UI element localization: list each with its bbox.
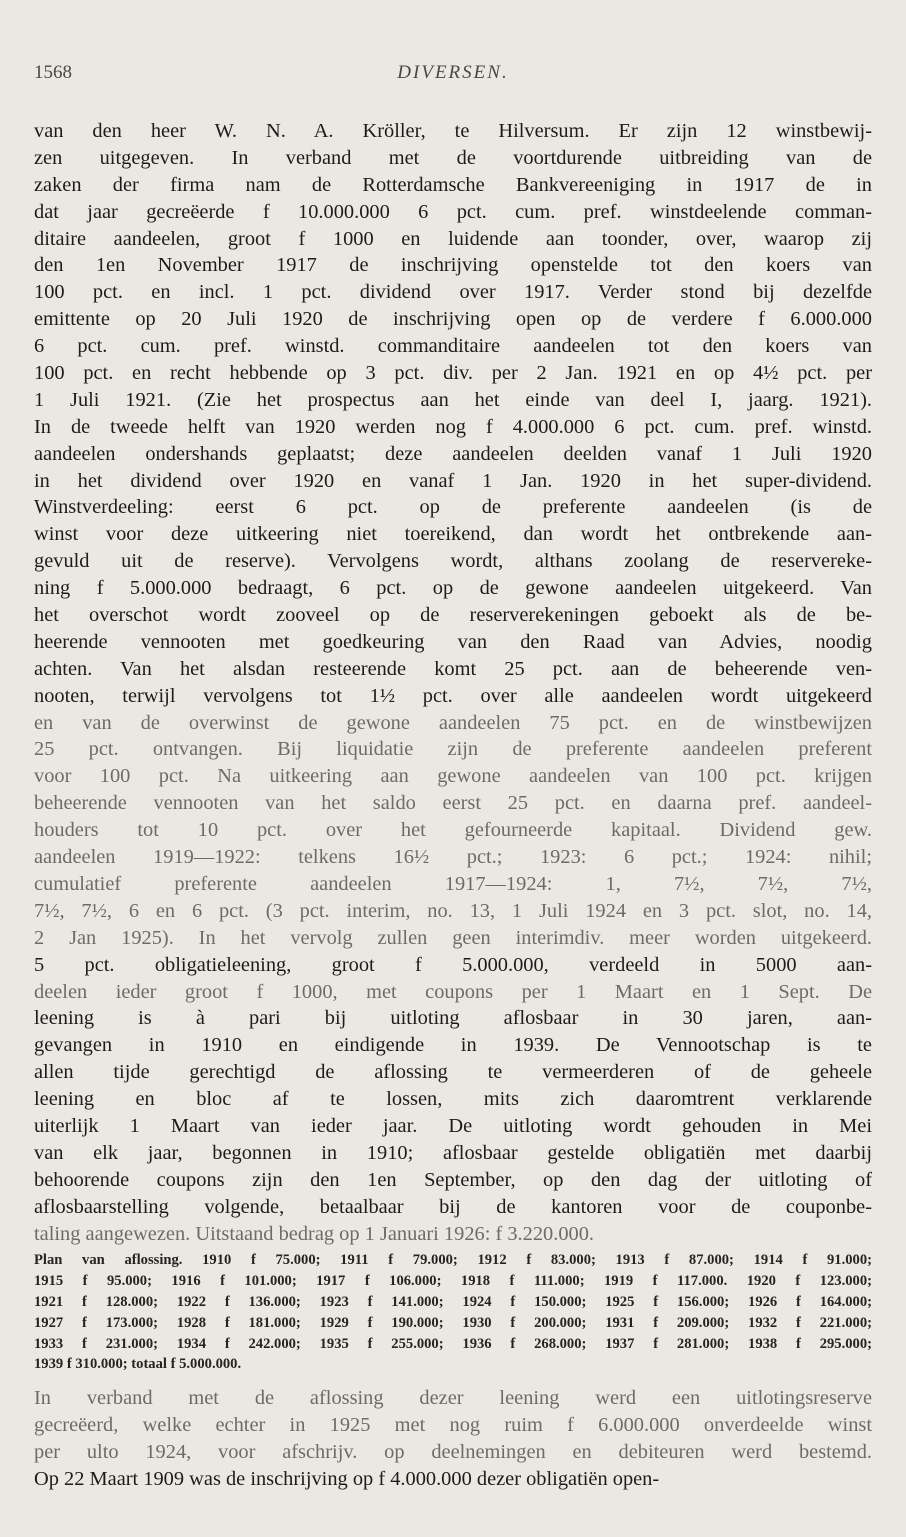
text-line: ditaire aandeelen, groot f 1000 en luidende aan toonder, over, waarop zij (34, 227, 872, 250)
text-line: gecreëerd, welke echter in 1925 met nog ruim f 6.000.000 onverdeelde winst (34, 1414, 872, 1437)
text-line: van den heer W. N. A. Kröller, te Hilversum. Er zijn 12 winstbewij- (34, 120, 872, 142)
text-line: cumulatief preferente aandeelen 1917—1924: 1, 7½, 7½, 7½, (34, 872, 872, 895)
text-line: 100 pct. en incl. 1 pct. dividend over 1917. Verder stond bij dezelfde (34, 281, 872, 304)
text-line: 6 pct. cum. pref. winstd. commanditaire aandeelen tot den koers van (34, 335, 872, 358)
text-line: achten. Van het alsdan resteerende komt 25 pct. aan de beheerende ven- (34, 657, 872, 680)
body-text (34, 118, 872, 1493)
text-line: leening is à pari bij uitloting aflosbaar in 30 jaren, aan- (34, 1007, 872, 1030)
page-number: 1568 (34, 62, 72, 83)
text-line: 25 pct. ontvangen. Bij liquidatie zijn de preferente aandeelen preferent (34, 738, 872, 761)
text-line: taling aangewezen. Uitstaand bedrag op 1 Januari 1926: f 3.220.000. (34, 1222, 595, 1245)
running-title: DIVERSEN. (397, 62, 509, 83)
text-line: dat jaar gecreëerde f 10.000.000 6 pct. cum. pref. winstdeelende comman- (34, 200, 872, 223)
text-line: Winstverdeeling: eerst 6 pct. op de preferente aandeelen (is de (34, 496, 872, 519)
text-line: winst voor deze uitkeering niet toereikend, dan wordt het ontbrekende aan- (34, 523, 872, 546)
text-line: het overschot wordt zooveel op de reserverekeningen geboekt als de be- (34, 604, 872, 627)
main-paragraph (34, 118, 872, 1247)
text-line: beheerende vennooten van het saldo eerst 25 pct. en daarna pref. aandeel- (34, 792, 872, 815)
text-line: In de tweede helft van 1920 werden nog f 4.000.000 6 pct. cum. pref. winstd. (34, 415, 872, 438)
text-line: ning f 5.000.000 bedraagt, 6 pct. op de gewone aandeelen uitgekeerd. Van (34, 577, 872, 600)
amortization-plan (34, 1250, 872, 1375)
text-line: 100 pct. en recht hebbende op 3 pct. div. per 2 Jan. 1921 en op 4½ pct. per (34, 362, 872, 385)
text-line: aflosbaarstelling volgende, betaalbaar bij de kantoren voor de couponbe- (34, 1195, 872, 1218)
text-line: uiterlijk 1 Maart van ieder jaar. De uitloting wordt gehouden in Mei (34, 1114, 872, 1137)
text-line: 1939 f 310.000; totaal f 5.000.000. (34, 1356, 242, 1373)
text-line: heerende vennooten met goedkeuring van den Raad van Advies, noodig (34, 630, 872, 653)
closing-paragraph (34, 1385, 872, 1493)
text-line: 1927 f 173.000; 1928 f 181.000; 1929 f 190.000; 1930 f 200.000; 1931 f 209.000; 1932 f 221.000; (34, 1314, 872, 1331)
text-line: zaken der firma nam de Rotterdamsche Bankvereeniging in 1917 de in (34, 173, 872, 196)
text-line: den 1en November 1917 de inschrijving openstelde tot den koers van (34, 254, 872, 277)
text-line: nooten, terwijl vervolgens tot 1½ pct. over alle aandeelen wordt uitgekeerd (34, 684, 872, 707)
text-line: voor 100 pct. Na uitkeering aan gewone aandeelen van 100 pct. krijgen (34, 765, 872, 788)
text-line: Plan van aflossing. 1910 f 75.000; 1911 f 79.000; 1912 f 83.000; 1913 f 87.000; 1914 f 91.000; (34, 1252, 872, 1269)
text-line: 1933 f 231.000; 1934 f 242.000; 1935 f 255.000; 1936 f 268.000; 1937 f 281.000; 1938 f 295.000; (34, 1335, 872, 1352)
text-line: aandeelen 1919—1922: telkens 16½ pct.; 1923: 6 pct.; 1924: nihil; (34, 846, 872, 869)
text-line: 5 pct. obligatieleening, groot f 5.000.000, verdeeld in 5000 aan- (34, 953, 872, 976)
text-line: 7½, 7½, 6 en 6 pct. (3 pct. interim, no. 13, 1 Juli 1924 en 3 pct. slot, no. 14, (34, 899, 872, 922)
text-line: 1 Juli 1921. (Zie het prospectus aan het einde van deel I, jaarg. 1921). (34, 388, 872, 411)
text-line: 1921 f 128.000; 1922 f 136.000; 1923 f 141.000; 1924 f 150.000; 1925 f 156.000; 1926 f 164.000; (34, 1294, 872, 1310)
text-line: gevangen in 1910 en eindigende in 1939. De Vennootschap is te (34, 1034, 872, 1057)
text-line: en van de overwinst de gewone aandeelen 75 pct. en de winstbewijzen (34, 711, 872, 734)
text-line: allen tijde gerechtigd de aflossing te vermeerderen of de geheele (34, 1061, 872, 1084)
text-line: 1915 f 95.000; 1916 f 101.000; 1917 f 106.000; 1918 f 111.000; 1919 f 117.000. 1920 f 123.000; (34, 1273, 872, 1290)
page-header (34, 62, 872, 92)
text-line: Op 22 Maart 1909 was de inschrijving op f 4.000.000 dezer obligatiën open- (34, 1467, 660, 1490)
text-line: deelen ieder groot f 1000, met coupons per 1 Maart en 1 Sept. De (34, 980, 872, 1003)
text-line: houders tot 10 pct. over het gefourneerde kapitaal. Dividend gew. (34, 819, 872, 842)
text-line: van elk jaar, begonnen in 1910; aflosbaar gestelde obligatiën met daarbij (34, 1141, 872, 1164)
text-line: aandeelen ondershands geplaatst; deze aandeelen deelden vanaf 1 Juli 1920 (34, 442, 872, 465)
text-line: behoorende coupons zijn den 1en September, op den dag der uitloting of (34, 1168, 872, 1191)
text-line: per ulto 1924, voor afschrijv. op deelnemingen en debiteuren werd bestemd. (34, 1440, 872, 1463)
text-line: In verband met de aflossing dezer leening werd een uitlotingsreserve (34, 1387, 872, 1410)
text-line: gevuld uit de reserve). Vervolgens wordt, althans zoolang de reservereke- (34, 550, 872, 573)
text-line: emittente op 20 Juli 1920 de inschrijving open op de verdere f 6.000.000 (34, 308, 872, 331)
text-line: zen uitgegeven. In verband met de voortdurende uitbreiding van de (34, 146, 872, 169)
text-line: in het dividend over 1920 en vanaf 1 Jan. 1920 in het super-dividend. (34, 469, 872, 492)
text-line: leening en bloc af te lossen, mits zich daaromtrent verklarende (34, 1088, 872, 1111)
text-line: 2 Jan 1925). In het vervolg zullen geen interimdiv. meer worden uitgekeerd. (34, 926, 872, 949)
